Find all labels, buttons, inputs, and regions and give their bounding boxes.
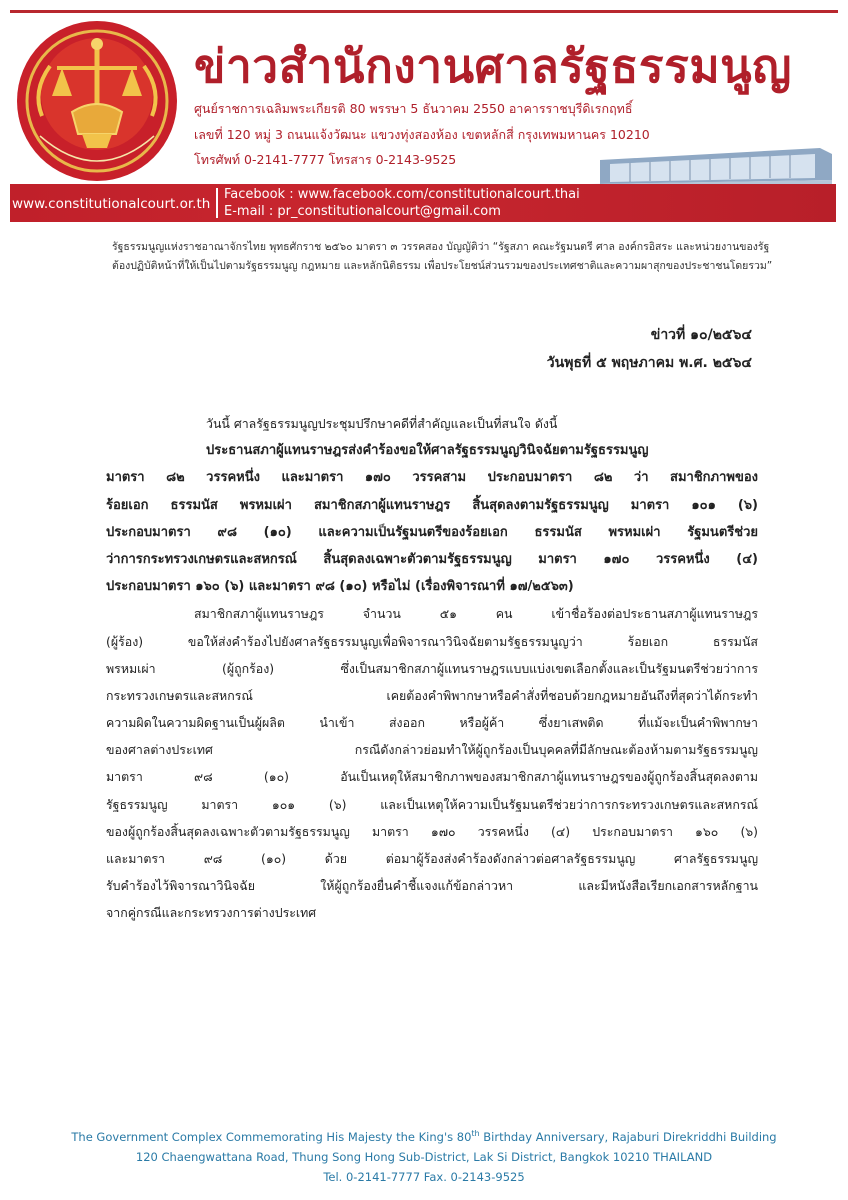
band-divider [216, 188, 218, 218]
footer-line-2: 120 Chaengwattana Road, Thung Song Hong Sub-District, Lak Si District, Bangkok 10210 THAILAND [135, 1149, 713, 1164]
paragraph-line: จากคู่กรณีและกระทรวงการต่างประเทศ [106, 905, 317, 921]
paragraph-line: กระทรวงเกษตรและสหกรณ์ เคยต้องคำพิพากษาหรือคำสั่งที่ชอบด้วยกฎหมายอันถึงที่สุดว่าได้กระทำ [106, 687, 758, 703]
paragraph-line: มาตรา ๙๘ (๑๐) อันเป็นเหตุให้สมาชิกภาพของสมาชิกสภาผู้แทนราษฎรของผู้ถูกร้องสิ้นสุดลงตาม [106, 769, 758, 785]
footer-line-1 [0, 1124, 848, 1147]
quote-line: ต้องปฏิบัติหน้าที่ให้เป็นไปตามรัฐธรรมนูญ กฎหมาย และหลักนิติธรรม เพื่อประโยชน์ส่วนรวมของประเทศชาติและความผาสุกของประชาชนโดยรวม” [112, 260, 773, 272]
contact-phone-line: โทรศัพท์ 0-2141-7777 โทรสาร 0-2143-9525 [194, 152, 457, 167]
news-number: ข่าวที่ ๑๐/๒๕๖๔ [650, 327, 752, 343]
paragraph-line: (ผู้ร้อง) ขอให้ส่งคำร้องไปยังศาลรัฐธรรมนูญเพื่อพิจารณาวินิจฉัยตามรัฐธรรมนูญว่า ร้อยเอก ธรรมนัส [106, 633, 758, 649]
paragraph-line: พรหมเผ่า (ผู้ถูกร้อง) ซึ่งเป็นสมาชิกสภาผู้แทนราษฎรแบบแบ่งเขตเลือกตั้งและเป็นรัฐมนตรีช่วยว่าการ [106, 660, 758, 676]
court-emblem-logo [12, 16, 182, 186]
email-link[interactable]: E-mail : pr_constitutionalcourt@gmail.com [224, 204, 501, 219]
quote-line: รัฐธรรมนูญแห่งราชอาณาจักรไทย พุทธศักราช ๒๕๖๐ มาตรา ๓ วรรคสอง บัญญัติว่า “รัฐสภา คณะรัฐมนตรี ศาล องค์กรอิสระ และหน่วยงานของรัฐ [112, 241, 770, 253]
case-heading-line: ประกอบมาตรา ๑๖๐ (๖) และมาตรา ๙๘ (๑๐) หรือไม่ (เรื่องพิจารณาที่ ๑๗/๒๕๖๓) [106, 579, 574, 595]
news-date: วันพุธที่ ๕ พฤษภาคม พ.ศ. ๒๕๖๔ [546, 355, 752, 371]
paragraph-line: รัฐธรรมนูญ มาตรา ๑๐๑ (๖) และเป็นเหตุให้ความเป็นรัฐมนตรีช่วยว่าการกระทรวงเกษตรและสหกรณ์ [106, 796, 758, 812]
facebook-link[interactable]: Facebook : www.facebook.com/constitutionalcourt.thai [224, 187, 580, 202]
case-heading-line: ประธานสภาผู้แทนราษฎรส่งคำร้องขอให้ศาลรัฐธรรมนูญวินิจฉัยตามรัฐธรรมนูญ [206, 443, 649, 459]
footer-line-1-text: The Government Complex Commemorating His Majesty the King's 80 [71, 1129, 472, 1144]
news-body [106, 410, 758, 927]
case-heading-line: ว่าการกระทรวงเกษตรและสหกรณ์ สิ้นสุดลงเฉพาะตัวตามรัฐธรรมนูญ มาตรา ๑๗๐ วรรคหนึ่ง (๔) [106, 551, 758, 567]
footer-line-3: Tel. 0-2141-7777 Fax. 0-2143-9525 [323, 1169, 525, 1184]
paragraph-line: รับคำร้องไว้พิจารณาวินิจฉัย ให้ผู้ถูกร้องยื่นคำชี้แจงแก้ข้อกล่าวหา และมีหนังสือเรียกเอกสารหลักฐาน [106, 878, 758, 894]
paragraph-line: ของศาลต่างประเทศ กรณีดังกล่าวย่อมทำให้ผู้ถูกร้องเป็นบุคคลที่มีลักษณะต้องห้ามตามรัฐธรรมนูญ [106, 742, 758, 758]
footer-ordinal: th [471, 1129, 480, 1138]
address-line-2: เลขที่ 120 หมู่ 3 ถนนแจ้งวัฒนะ แขวงทุ่งสองห้อง เขตหลักสี่ กรุงเทพมหานคร 10210 [194, 127, 650, 142]
case-heading-line: มาตรา ๘๒ วรรคหนึ่ง และมาตรา ๑๗๐ วรรคสาม ประกอบมาตรา ๘๒ ว่า สมาชิกภาพของ [106, 470, 758, 486]
paragraph-line: และมาตรา ๙๘ (๑๐) ด้วย ต่อมาผู้ร้องส่งคำร้องดังกล่าวต่อศาลรัฐธรรมนูญ ศาลรัฐธรรมนูญ [106, 851, 758, 866]
footer-address [0, 1124, 848, 1187]
intro-line: วันนี้ ศาลรัฐธรรมนูญประชุมปรึกษาคดีที่สำคัญและเป็นที่สนใจ ดังนี้ [206, 416, 558, 431]
case-heading-line: ประกอบมาตรา ๙๘ (๑๐) และความเป็นรัฐมนตรีของร้อยเอก ธรรมนัส พรหมเผ่า รัฐมนตรีช่วย [106, 524, 758, 540]
paragraph-line: ของผู้ถูกร้องสิ้นสุดลงเฉพาะตัวตามรัฐธรรมนูญ มาตรา ๑๗๐ วรรคหนึ่ง (๔) ประกอบมาตรา ๑๖๐ (๖) [106, 823, 758, 839]
footer-line-1-text: Birthday Anniversary, Rajaburi Direkriddhi Building [479, 1129, 777, 1144]
letterhead [0, 0, 848, 232]
page-title: ข่าวสำนักงานศาลรัฐธรรมนูญ [194, 39, 792, 93]
paragraph-line: สมาชิกสภาผู้แทนราษฎร จำนวน ๕๑ คน เข้าชื่อร้องต่อประธานสภาผู้แทนราษฎร [194, 606, 758, 622]
paragraph-line: ความผิดในความผิดฐานเป็นผู้ผลิต นำเข้า ส่งออก หรือผู้ค้า ซึ่งยาเสพติด ที่แม้จะเป็นคำพิพากษา [106, 715, 758, 731]
constitution-quote [112, 238, 773, 276]
website-link[interactable]: www.constitutionalcourt.or.th [12, 196, 211, 212]
address-line-1: ศูนย์ราชการเฉลิมพระเกียรติ 80 พรรษา 5 ธันวาคม 2550 อาคารราชบุรีดิเรกฤทธิ์ [194, 101, 633, 116]
case-heading-line: ร้อยเอก ธรรมนัส พรหมเผ่า สมาชิกสภาผู้แทนราษฎร สิ้นสุดลงตามรัฐธรรมนูญ มาตรา ๑๐๑ (๖) [106, 497, 758, 513]
top-rule [10, 10, 838, 13]
